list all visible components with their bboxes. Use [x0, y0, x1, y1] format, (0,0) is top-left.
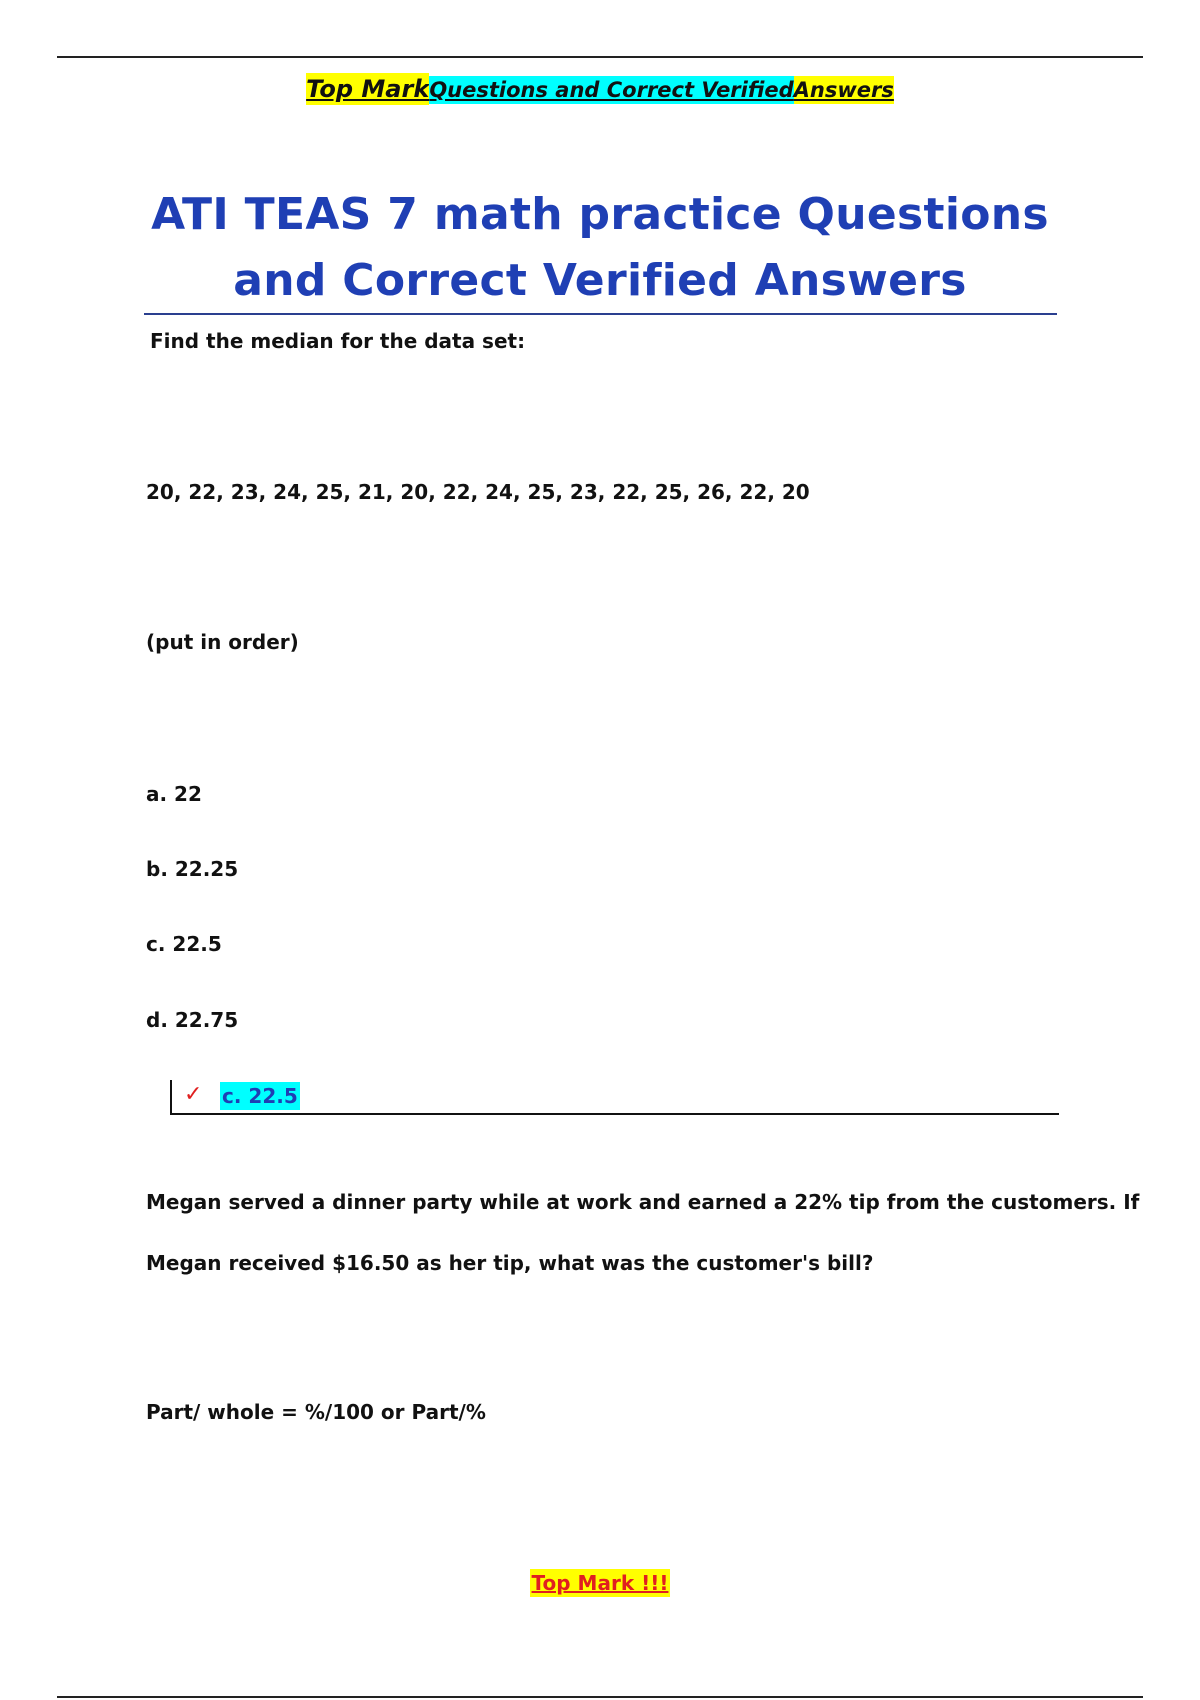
question2-line2: Megan received $16.50 as her tip, what was the customer's bill? — [146, 1251, 874, 1275]
header-brand: Top Mark — [306, 75, 430, 103]
header-tagline: Questions and Correct Verified — [429, 78, 794, 102]
answer-box — [170, 1080, 1059, 1115]
question1-data-set: 20, 22, 23, 24, 25, 21, 20, 22, 24, 25, 23, 22, 25, 26, 22, 20 — [146, 480, 810, 504]
bottom-rule — [57, 1696, 1143, 1698]
footer-mark — [0, 1567, 1200, 1599]
top-rule — [57, 56, 1143, 58]
document-title-line1: ATI TEAS 7 math practice Questions — [151, 189, 1049, 240]
header-banner — [0, 72, 1200, 107]
question1-hint: (put in order) — [146, 630, 299, 654]
question1-option-c: c. 22.5 — [146, 932, 222, 956]
correct-answer: c. 22.5 — [222, 1084, 298, 1108]
question1-option-d: d. 22.75 — [146, 1008, 239, 1032]
question1-option-a: a. 22 — [146, 782, 202, 806]
question2-line1: Megan served a dinner party while at work and earned a 22% tip from the customers. If — [146, 1190, 1140, 1214]
check-mark-icon: ✓ — [184, 1082, 203, 1107]
question2-formula: Part/ whole = %/100 or Part/% — [146, 1400, 486, 1424]
header-tagline-end: Answers — [793, 78, 894, 102]
footer-mark-text: Top Mark !!! — [531, 1571, 669, 1595]
document-title-line2: and Correct Verified Answers — [233, 255, 967, 306]
question1-option-b: b. 22.25 — [146, 857, 239, 881]
title-underline — [144, 313, 1057, 315]
document-title — [145, 182, 1055, 314]
question1-prompt: Find the median for the data set: — [150, 329, 526, 353]
